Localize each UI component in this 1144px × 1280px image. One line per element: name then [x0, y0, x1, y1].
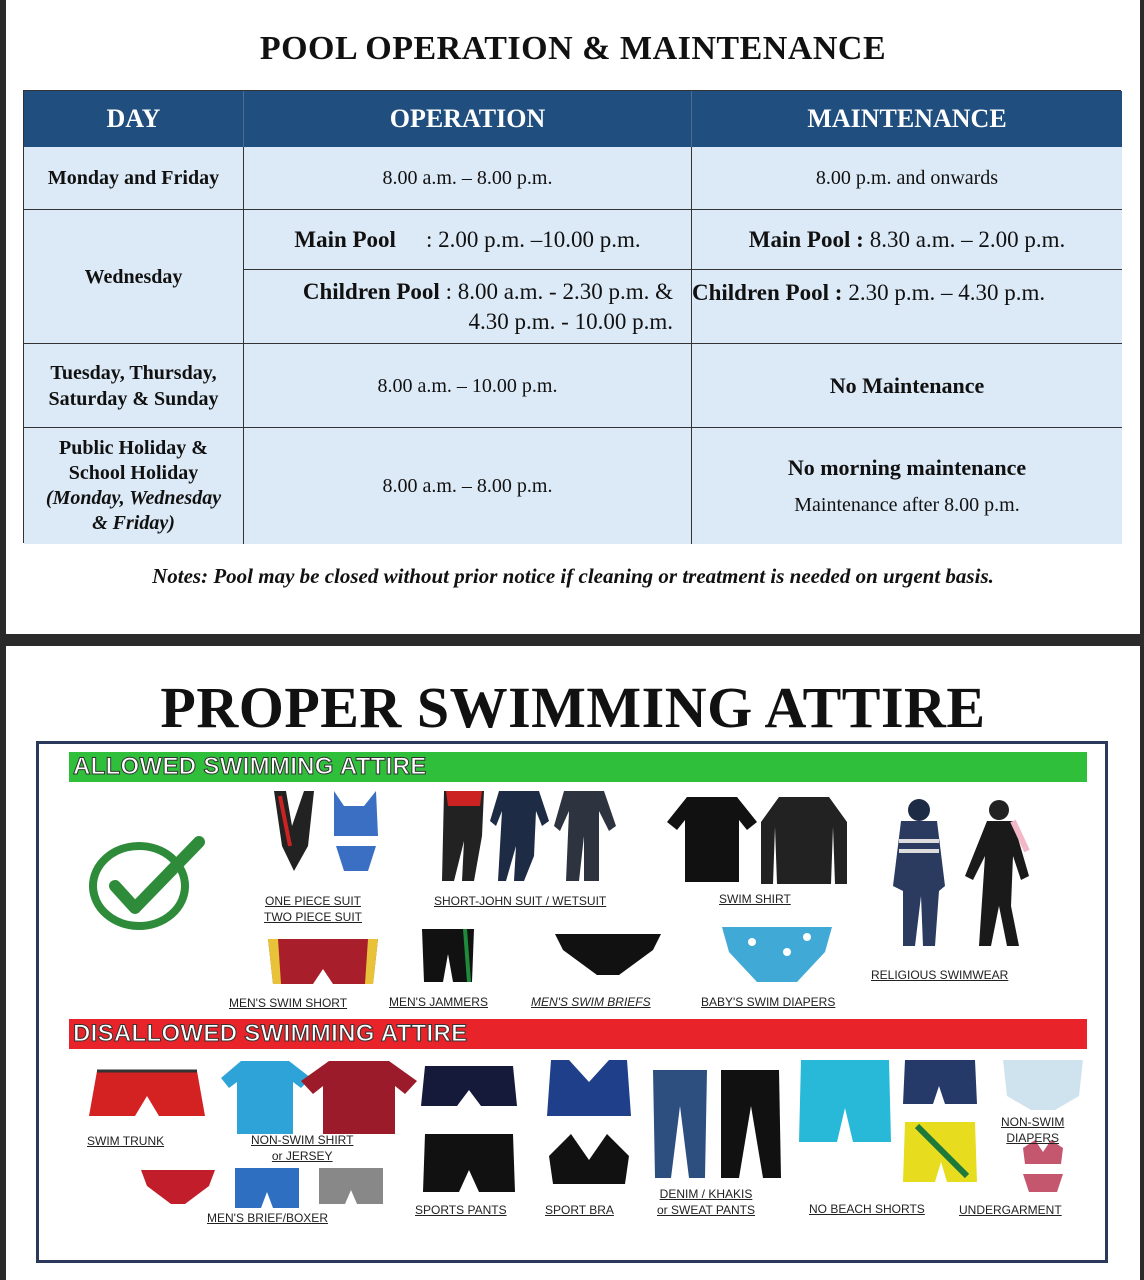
swim-shirt-icon — [667, 792, 857, 887]
header-day: DAY — [24, 91, 244, 147]
caption-brief-boxer: MEN'S BRIEF/BOXER — [207, 1211, 328, 1225]
caption-non-swim-diapers: NON-SWIM DIAPERS — [1001, 1115, 1065, 1145]
caption-denim: DENIM / KHAKIS or SWEAT PANTS — [657, 1187, 756, 1217]
schedule-note: Notes: Pool may be closed without prior notice if cleaning or treatment is needed on urgent basis. — [152, 564, 994, 588]
row-mon-fri-operation: 8.00 a.m. – 8.00 p.m. — [244, 147, 692, 210]
row-wednesday-children-operation: Children Pool : 8.00 a.m. - 2.30 p.m. & 4.30 p.m. - 10.00 p.m. — [244, 270, 692, 344]
row-weekend-maintenance: No Maintenance — [692, 344, 1122, 428]
disallowed-banner: DISALLOWED SWIMMING ATTIRE — [69, 1019, 1087, 1049]
attire-title: PROPER SWIMMING ATTIRE — [160, 675, 986, 740]
caption-undergarment: UNDERGARMENT — [959, 1203, 1062, 1217]
caption-wetsuit: SHORT-JOHN SUIT / WETSUIT — [434, 894, 607, 908]
checkmark-icon — [87, 834, 207, 934]
allowed-banner: ALLOWED SWIMMING ATTIRE — [69, 752, 1087, 782]
one-piece-swimsuit-icon — [264, 786, 394, 886]
row-holiday-maintenance: No morning maintenance Maintenance after 8.00 p.m. — [692, 428, 1122, 544]
row-mon-fri-maintenance: 8.00 p.m. and onwards — [692, 147, 1122, 210]
row-holiday-operation: 8.00 a.m. – 8.00 p.m. — [244, 428, 692, 544]
brief-boxer-icon — [139, 1164, 399, 1212]
row-weekend-operation: 8.00 a.m. – 10.00 p.m. — [244, 344, 692, 428]
caption-swim-diapers: BABY'S SWIM DIAPERS — [701, 995, 836, 1009]
swim-short-icon — [263, 934, 383, 989]
header-maintenance: MAINTENANCE — [692, 91, 1122, 147]
header-operation: OPERATION — [244, 91, 692, 147]
sports-pants-icon — [419, 1060, 519, 1200]
sport-bra-icon — [541, 1056, 637, 1198]
beach-shorts-icon — [797, 1056, 987, 1186]
row-mon-fri-day: Monday and Friday — [24, 147, 244, 210]
denim-pants-icon — [649, 1066, 789, 1184]
caption-beach-shorts: NO BEACH SHORTS — [809, 1202, 925, 1216]
schedule-panel — [6, 0, 1140, 634]
row-wednesday-day: Wednesday — [24, 210, 244, 344]
caption-swim-trunk: SWIM TRUNK — [87, 1134, 165, 1148]
caption-swim-briefs: MEN'S SWIM BRIEFS — [531, 995, 651, 1009]
caption-non-swim-shirt: NON-SWIM SHIRT or JERSEY — [251, 1133, 354, 1163]
swim-briefs-icon — [553, 930, 663, 980]
row-wednesday-main-operation: Main Pool : 2.00 p.m. –10.00 p.m. — [244, 210, 692, 270]
caption-one-piece: ONE PIECE SUIT TWO PIECE SUIT — [264, 894, 363, 924]
wetsuit-icon — [434, 786, 634, 886]
jammers-icon — [417, 924, 479, 986]
caption-jammers: MEN'S JAMMERS — [389, 995, 488, 1009]
caption-sports-pants: SPORTS PANTS — [415, 1203, 507, 1217]
swim-diapers-icon — [717, 922, 837, 987]
schedule-table — [23, 90, 1121, 543]
caption-swim-short: MEN'S SWIM SHORT — [229, 996, 348, 1010]
row-weekend-day: Tuesday, Thursday, Saturday & Sunday — [24, 344, 244, 428]
caption-religious: RELIGIOUS SWIMWEAR — [871, 968, 1009, 982]
caption-swim-shirt: SWIM SHIRT — [719, 892, 791, 906]
religious-swimwear-icon — [889, 796, 1049, 966]
attire-panel — [6, 646, 1140, 1280]
caption-sport-bra: SPORT BRA — [545, 1203, 614, 1217]
row-wednesday-main-maintenance: Main Pool : 8.30 a.m. – 2.00 p.m. — [692, 210, 1122, 270]
swim-trunk-icon — [87, 1066, 207, 1121]
row-holiday-day: Public Holiday & School Holiday (Monday, Wednesday & Friday) — [24, 428, 244, 544]
row-wednesday-children-maintenance: Children Pool : 2.30 p.m. – 4.30 p.m. — [692, 270, 1122, 344]
non-swim-shirt-icon — [219, 1056, 429, 1136]
schedule-title: POOL OPERATION & MAINTENANCE — [259, 30, 887, 67]
attire-chart — [36, 741, 1108, 1263]
